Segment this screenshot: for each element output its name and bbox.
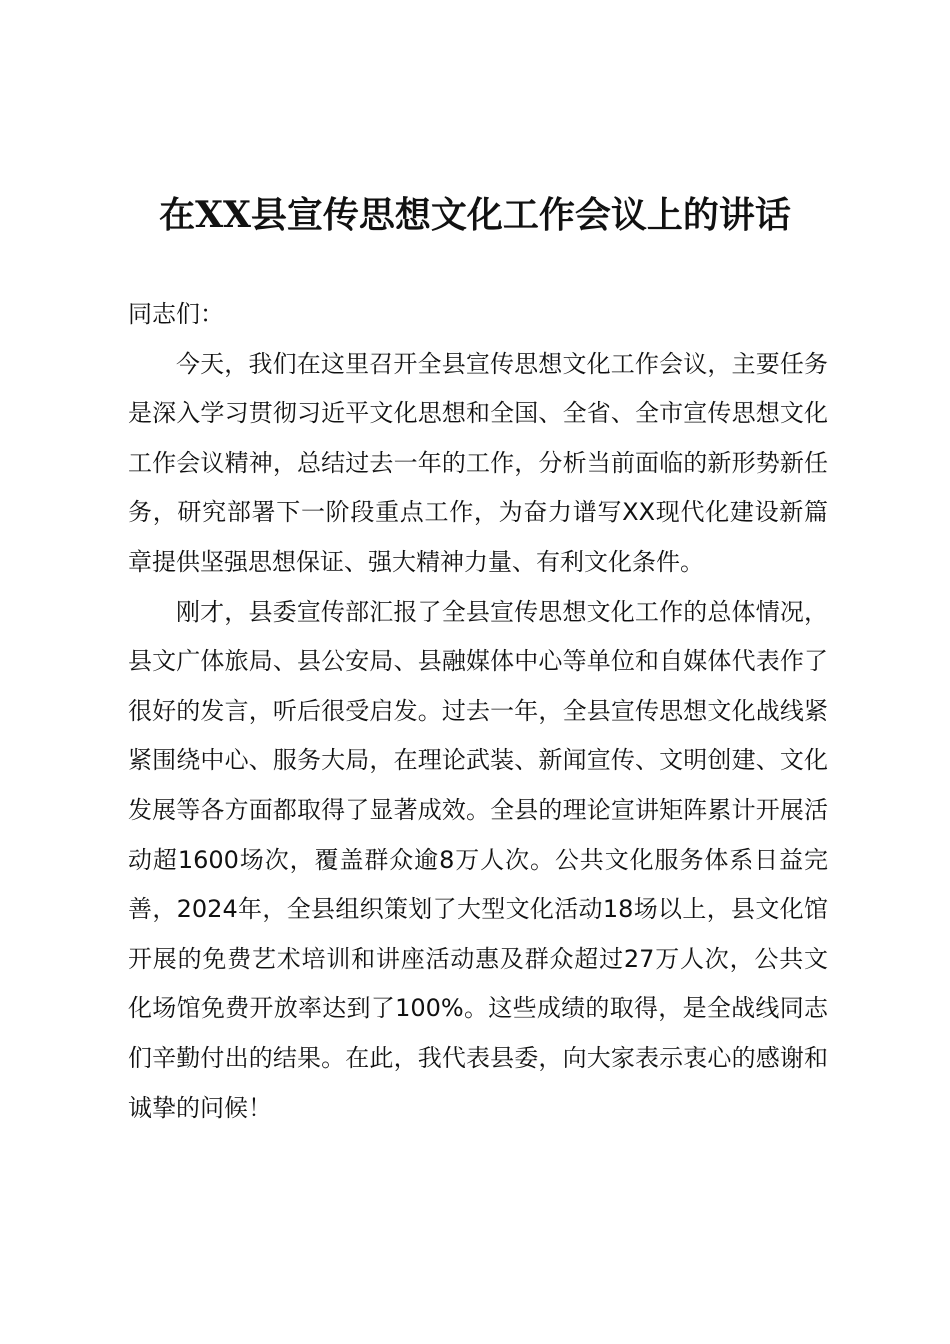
- salutation: 同志们：: [128, 300, 224, 328]
- document-title: 在XX县宣传思想文化工作会议上的讲话: [159, 194, 791, 236]
- document-body: [128, 290, 828, 1133]
- paragraph-2: 刚才，县委宣传部汇报了全县宣传思想文化工作的总体情况，县文广体旅局、县公安局、县融媒体中心等单位和自媒体代表作了很好的发言，听后很受启发。过去一年，全县宣传思想文化战线紧紧围绕中心、服务大局，在理论武装、新闻宣传、文明创建、文化发展等各方面都取得了显著成效。全县的理论宣讲矩阵累计开展活动超1600场次，覆盖群众逾8万人次。公共文化服务体系日益完善，2024年，全县组织策划了大型文化活动18场以上，县文化馆开展的免费艺术培训和讲座活动惠及群众超过27万人次，公共文化场馆免费开放率达到了100%。这些成绩的取得，是全战线同志们辛勤付出的结果。在此，我代表县委，向大家表示衷心的感谢和诚挚的问候！: [128, 597, 828, 1122]
- paragraph-1: 今天，我们在这里召开全县宣传思想文化工作会议，主要任务是深入学习贯彻习近平文化思想和全国、全省、全市宣传思想文化工作会议精神，总结过去一年的工作，分析当前面临的新形势新任务，研究部署下一阶段重点工作，为奋力谱写XX现代化建设新篇章提供坚强思想保证、强大精神力量、有利文化条件。: [128, 349, 828, 576]
